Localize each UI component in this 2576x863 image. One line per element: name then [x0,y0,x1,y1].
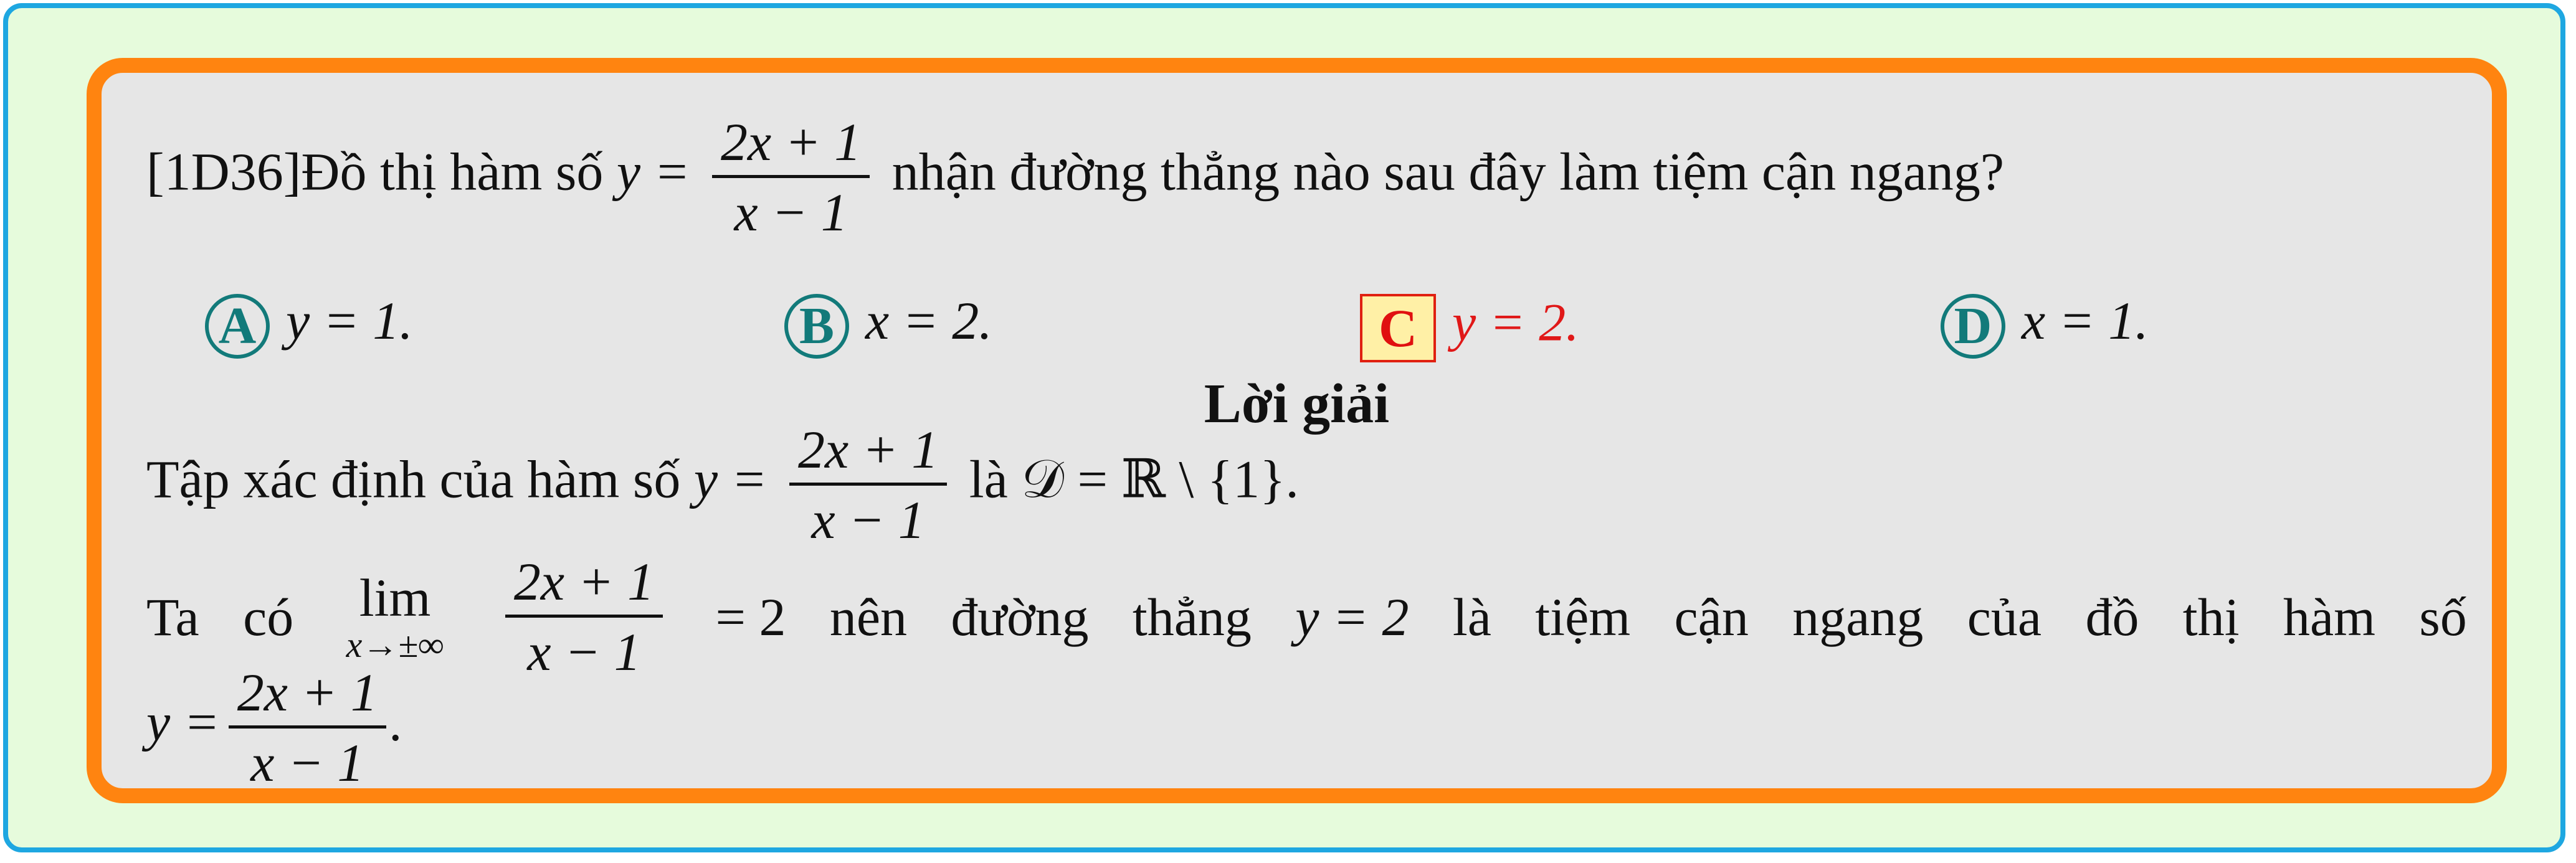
solution-line1-fraction [789,422,947,549]
question-card [87,58,2507,803]
solution-line3-end: . [388,692,402,752]
solution-line1-y: y = [693,449,768,509]
word: nên [829,587,908,647]
option-b-text: x = 2. [865,291,992,351]
solution-line1-la: là [969,449,1008,509]
question-y-eq: y = [616,141,690,202]
word: thị [2182,587,2240,647]
fraction-numerator: 2x + 1 [712,114,870,178]
option-a[interactable] [205,291,413,359]
solution-line3-y: y = [146,692,220,752]
word: hàm [2283,587,2376,647]
word-math: y = 2 [1295,587,1409,647]
word: đồ [2085,587,2139,647]
fraction-denominator: x − 1 [734,182,848,243]
word: là [1452,587,1491,647]
word: có [243,587,294,647]
solution-line1-domain: 𝒟 = ℝ \ {1}. [1021,449,1299,509]
question-text-after: nhận đường thẳng nào sau đây làm tiệm cận ngang? [891,141,2005,202]
solution-line-3 [146,664,402,791]
fraction-denominator: x − 1 [811,490,925,550]
outer-frame [3,3,2565,852]
question-code: [1D36] [146,141,302,202]
fraction-numerator: 2x + 1 [789,422,947,486]
fraction-numerator: 2x + 1 [229,664,386,729]
solution-line2-fraction [505,554,663,681]
word: Ta [146,587,199,647]
fraction-numerator: 2x + 1 [505,554,663,618]
option-b[interactable] [784,291,992,359]
limit-subscript: x→±∞ [346,624,444,665]
option-a-badge: A [205,294,270,359]
option-c-text: y = 2. [1452,292,1579,352]
limit-expression [346,567,444,665]
limit-operator: lim [359,567,431,628]
word: của [1967,587,2042,647]
question-text-before: Đồ thị hàm số [301,141,604,202]
word: đường [951,587,1089,647]
option-c-badge: C [1360,294,1436,362]
word: thẳng [1132,587,1252,647]
word: số [2419,587,2467,647]
option-b-badge: B [784,294,849,359]
word: cận [1674,587,1749,647]
solution-title: Lời giải [1204,373,1390,435]
fraction-denominator: x − 1 [250,733,364,793]
solution-line3-fraction [229,664,386,791]
option-d-badge: D [1941,294,2005,359]
word: = 2 [715,587,786,647]
question-fraction [712,114,870,241]
solution-line-1 [146,422,1299,549]
option-d-text: x = 1. [2022,291,2149,351]
option-c[interactable] [1360,294,1579,362]
fraction-denominator: x − 1 [527,622,641,682]
option-a-text: y = 1. [286,291,413,351]
solution-line-2 [146,554,2467,681]
solution-line1-text: Tập xác định của hàm số [146,449,681,509]
option-d[interactable] [1941,291,2149,359]
word: ngang [1792,587,1924,647]
word: tiệm [1535,587,1631,647]
question-line [146,114,2004,241]
